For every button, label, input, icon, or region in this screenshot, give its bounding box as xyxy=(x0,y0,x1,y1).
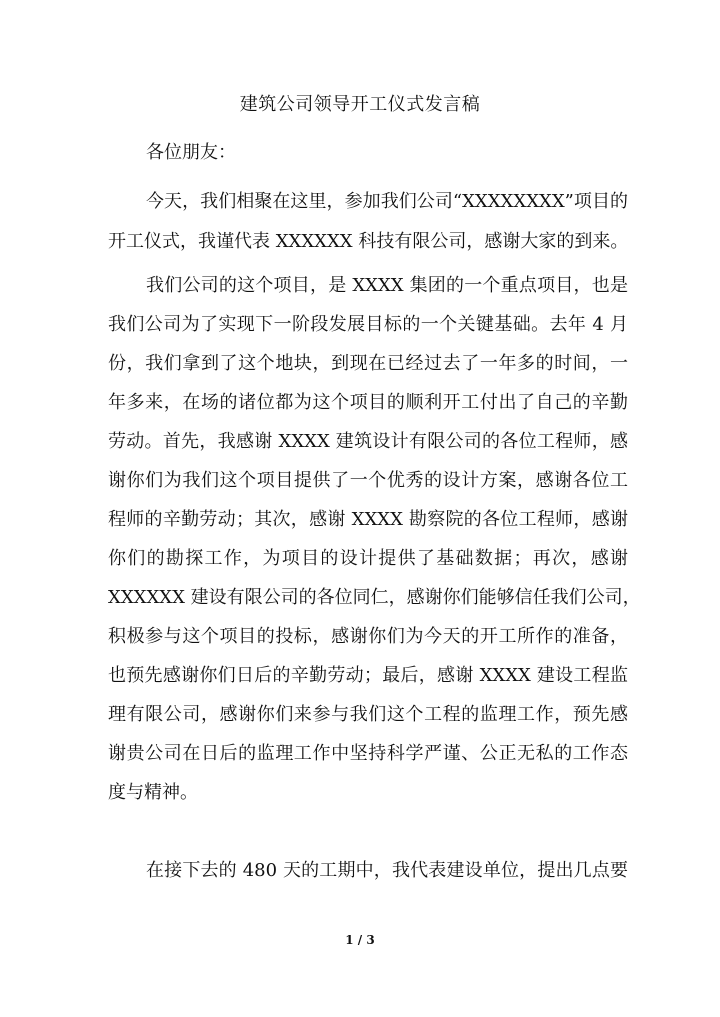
paragraph-2-line-6: 谢你们为我们这个项目提供了一个优秀的设计方案，感谢各位工 xyxy=(108,470,628,491)
paragraph-2-line-9: XXXXXX 建设有限公司的各位同仁，感谢你们能够信任我们公司， xyxy=(108,587,641,608)
paragraph-2-line-5: 劳动。首先，我感谢 XXXX 建筑设计有限公司的各位工程师，感 xyxy=(108,431,628,452)
paragraph-2-line-14: 度与精神。 xyxy=(108,782,198,803)
paragraph-2-line-2: 我们公司为了实现下一阶段发展目标的一个关键基础。去年 4 月 xyxy=(108,314,628,335)
paragraph-2-line-11: 也预先感谢你们日后的辛勤劳动；最后，感谢 XXXX 建设工程监 xyxy=(108,665,628,686)
document-title: 建筑公司领导开工仪式发言稿 xyxy=(239,94,481,115)
paragraph-2-line-10: 积极参与这个项目的投标，感谢你们为今天的开工所作的准备， xyxy=(108,626,628,647)
paragraph-2-line-12: 理有限公司，感谢你们来参与我们这个工程的监理工作，预先感 xyxy=(108,704,628,725)
paragraph-2-line-8: 你们的勘探工作，为项目的设计提供了基础数据；再次，感谢 xyxy=(108,548,628,569)
page-number: 1 / 3 xyxy=(345,933,375,947)
paragraph-2-line-3: 份，我们拿到了这个地块，到现在已经过去了一年多的时间，一 xyxy=(108,353,628,374)
paragraph-1-line-1: 今天，我们相聚在这里，参加我们公司“XXXXXXXX”项目的 xyxy=(146,191,628,212)
paragraph-3-line-1: 在接下去的 480 天的工期中，我代表建设单位，提出几点要 xyxy=(146,860,628,881)
paragraph-2-line-13: 谢贵公司在日后的监理工作中坚持科学严谨、公正无私的工作态 xyxy=(108,743,628,764)
paragraph-2-line-7: 程师的辛勤劳动；其次，感谢 XXXX 勘察院的各位工程师，感谢 xyxy=(108,509,628,530)
paragraph-2-line-1: 我们公司的这个项目，是 XXXX 集团的一个重点项目，也是 xyxy=(146,275,628,296)
greeting: 各位朋友： xyxy=(146,142,236,163)
paragraph-2-line-4: 年多来，在场的诸位都为这个项目的顺利开工付出了自己的辛勤 xyxy=(108,392,628,413)
paragraph-1-line-2: 开工仪式，我谨代表 XXXXXX 科技有限公司，感谢大家的到来。 xyxy=(108,231,629,252)
